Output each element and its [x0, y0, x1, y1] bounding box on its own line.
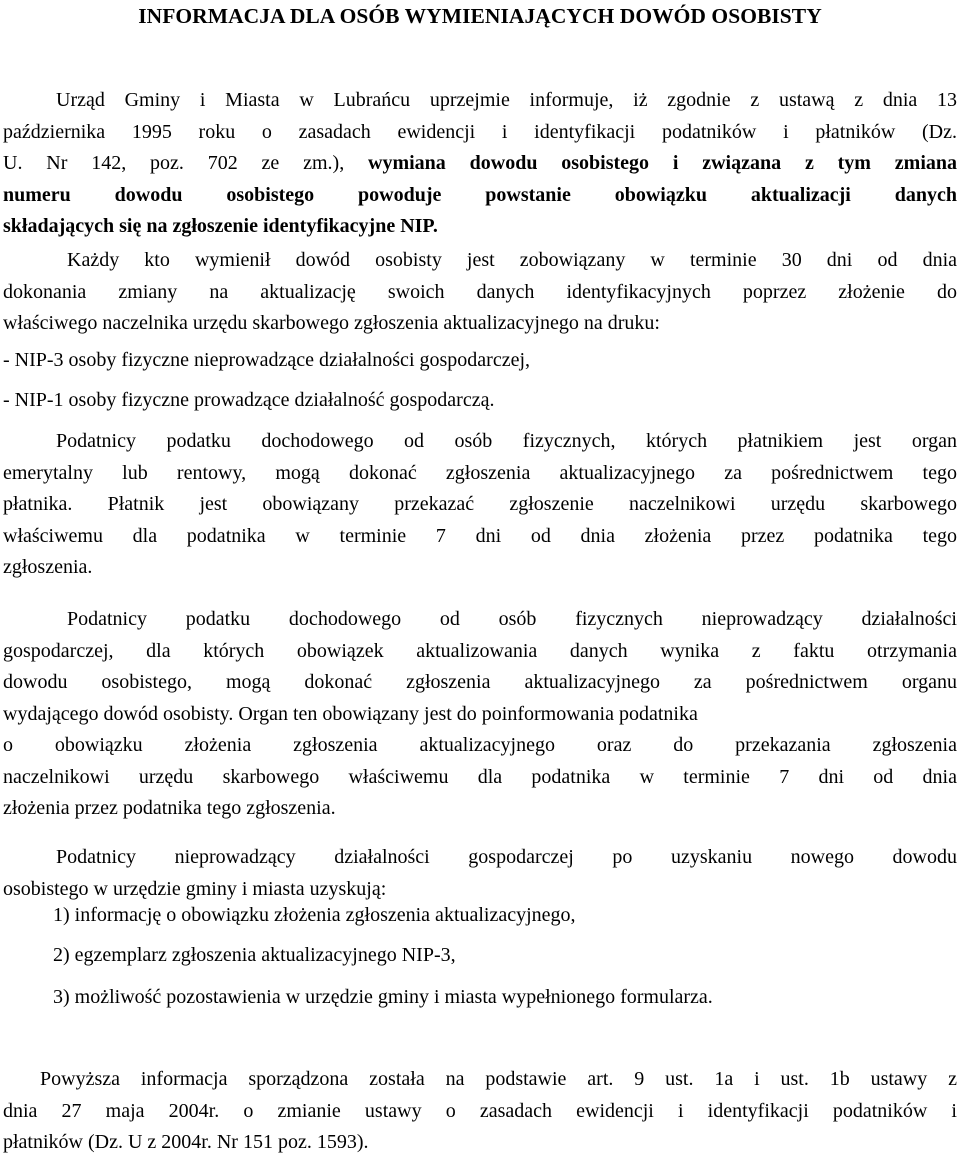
form-list-2: [3, 385, 957, 417]
intro-line-4: numeru dowodu osobistego powoduje powstanie obowiązku aktualizacji danych: [3, 183, 957, 206]
bold-statement: wymiana dowodu osobistego i związana z tym zmiana: [344, 152, 957, 174]
legal-basis-line-1: Powyższa informacja sporządzona została na podstawie art. 9 ust. 1a i ust. 1b ustawy z: [40, 1068, 957, 1090]
pension-line-2: emerytalny lub rentowy, mogą dokonać zgłoszenia aktualizacyjnego za pośrednictwem tego: [3, 461, 957, 484]
benefits-paragraph: [3, 842, 957, 905]
obligation-paragraph: [3, 245, 957, 340]
issuing-line-7: złożenia przez podatnika tego zgłoszenia.: [3, 797, 336, 819]
benefits-list-item-2: 2) egzemplarz zgłoszenia aktualizacyjnego NIP-3,: [53, 944, 456, 966]
legal-reference: U. Nr 142, poz. 702 ze zm.),: [3, 152, 345, 174]
pension-paragraph: [3, 426, 957, 584]
pension-line-4: właściwemu dla podatnika w terminie 7 dni od dnia złożenia przez podatnika tego: [3, 524, 957, 547]
pension-line-3: płatnika. Płatnik jest obowiązany przekazać zgłoszenie naczelnikowi urzędu skarbowego: [3, 493, 957, 515]
issuing-line-3: dowodu osobistego, mogą dokonać zgłoszenia aktualizacyjnego za pośrednictwem organu: [3, 671, 957, 693]
intro-line-3: [3, 148, 957, 180]
issuing-line-2: gospodarczej, dla których obowiązek aktualizowania danych wynika z faktu otrzymania: [3, 639, 957, 662]
benefits-list-item-1: 1) informację o obowiązku złożenia zgłoszenia aktualizacyjnego,: [53, 904, 576, 926]
obligation-line-1: Każdy kto wymienił dowód osobisty jest zobowiązany w terminie 30 dni od dnia: [67, 249, 957, 271]
intro-line-1: Urząd Gminy i Miasta w Lubrańcu uprzejmie informuje, iż zgodnie z ustawą z dnia 13: [56, 89, 957, 111]
issuing-line-1: Podatnicy podatku dochodowego od osób fizycznych nieprowadzący działalności: [67, 608, 957, 630]
issuing-line-4: wydającego dowód osobisty. Organ ten obowiązany jest do poinformowania podatnika: [3, 702, 698, 725]
benefits-list-2: [3, 940, 957, 972]
benefits-line-1: Podatnicy nieprowadzący działalności gospodarczej po uzyskaniu nowego dowodu: [56, 846, 957, 868]
issuing-authority-paragraph: [3, 604, 957, 825]
benefits-list-item-3: 3) możliwość pozostawienia w urzędzie gminy i miasta wypełnionego formularza.: [53, 986, 713, 1008]
pension-line-5: zgłoszenia.: [3, 556, 93, 578]
form-list-item-nip3: - NIP-3 osoby fizyczne nieprowadzące działalności gospodarczej,: [3, 349, 531, 371]
pension-line-1: Podatnicy podatku dochodowego od osób fizycznych, których płatnikiem jest organ: [56, 430, 957, 452]
issuing-line-6: naczelnikowi urzędu skarbowego właściwemu dla podatnika w terminie 7 dni od dnia: [3, 765, 957, 788]
benefits-list: [3, 900, 957, 932]
benefits-line-2: osobistego w urzędzie gminy i miasta uzyskują:: [3, 877, 387, 900]
form-list-item-nip1: - NIP-1 osoby fizyczne prowadzące działalność gospodarczą.: [3, 389, 495, 411]
benefits-list-3: [3, 982, 957, 1014]
issuing-line-5: o obowiązku złożenia zgłoszenia aktualizacyjnego oraz do przekazania zgłoszenia: [3, 734, 957, 756]
document-title: INFORMACJA DLA OSÓB WYMIENIAJĄCYCH DOWÓD OSOBISTY: [138, 4, 822, 28]
intro-paragraph: [3, 85, 957, 243]
intro-line-2: października 1995 roku o zasadach ewidencji i identyfikacji podatników i płatników (Dz.: [3, 120, 957, 143]
legal-basis-line-3: płatników (Dz. U z 2004r. Nr 151 poz. 1593).: [3, 1131, 369, 1153]
intro-line-5: składających się na zgłoszenie identyfikacyjne NIP.: [3, 215, 438, 237]
form-list: [3, 345, 957, 377]
legal-basis-line-2: dnia 27 maja 2004r. o zmianie ustawy o zasadach ewidencji i identyfikacji podatników i: [3, 1099, 957, 1122]
legal-basis-paragraph: [3, 1064, 957, 1159]
obligation-line-3: właściwego naczelnika urzędu skarbowego zgłoszenia aktualizacyjnego na druku:: [3, 312, 660, 334]
obligation-line-2: dokonania zmiany na aktualizację swoich danych identyfikacyjnych poprzez złożenie do: [3, 280, 957, 303]
